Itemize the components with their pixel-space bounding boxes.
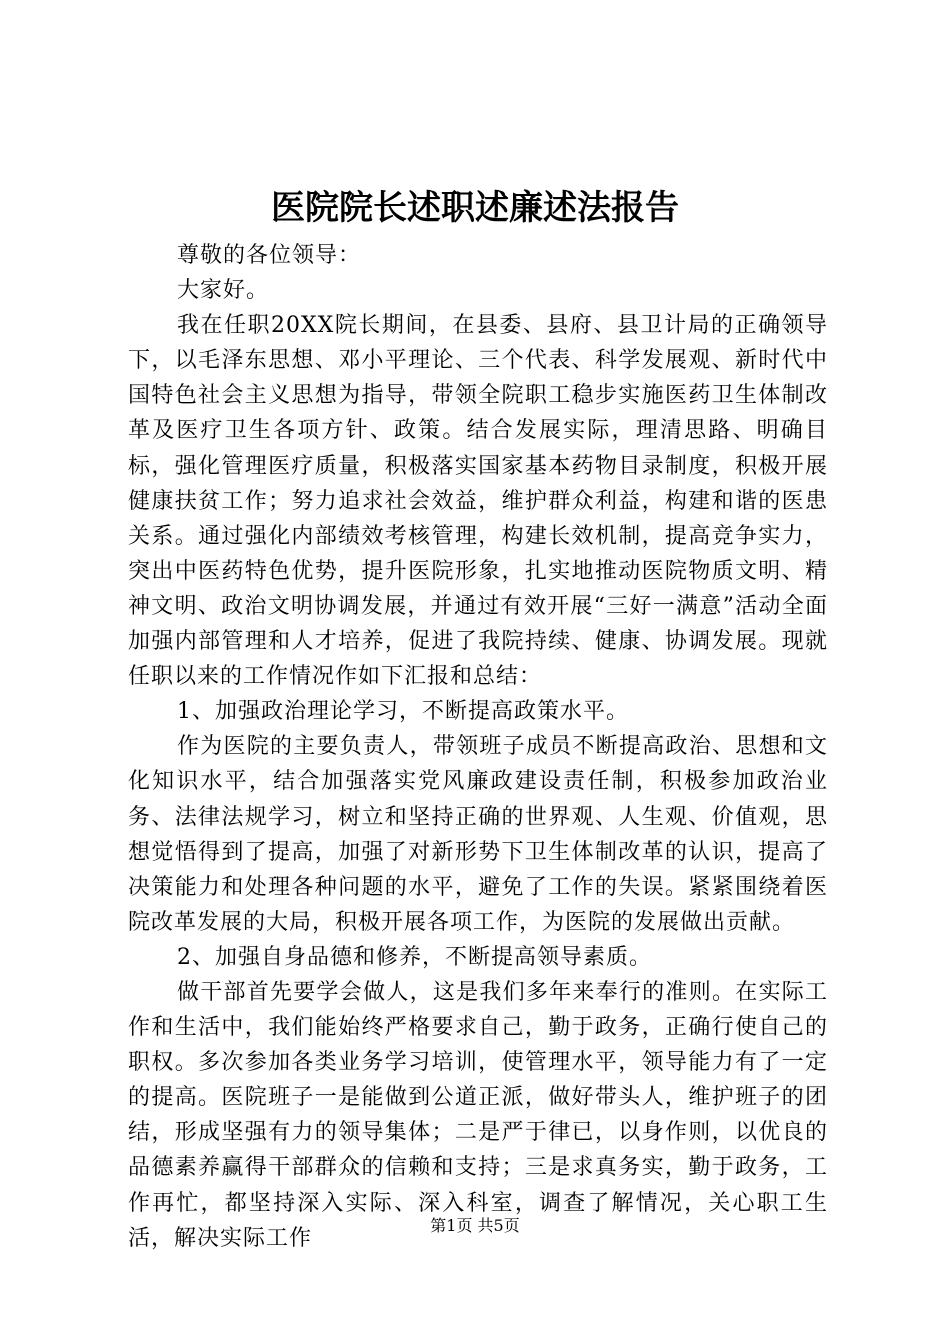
- document-title: 医院院长述职述廉述法报告: [271, 188, 679, 228]
- page-number: 第1页 共5页: [430, 1216, 520, 1235]
- section-heading-2: 2、加强自身品德和修养，不断提高领导素质。: [177, 944, 652, 970]
- section-heading-1: 1、加强政治理论学习，不断提高政策水平。: [177, 699, 629, 725]
- salutation: 尊敬的各位领导：: [177, 243, 362, 268]
- paragraph-section-2: 做干部首先要学会做人，这是我们多年来奉行的准则。在实际工作和生活中，我们能始终严格要求自己，勤于政务，正确行使自己的职权。多次参加各类业务学习培训，使管理水平，领导能力有了一定的提高。医院班子一是能做到公道正派，做好带头人，维护班子的团结，形成坚强有力的领导集体；二是严于律已，以身作则，以优良的品德素养赢得干部群众的信赖和支持；三是求真务实，勤于政务，工作再忙，都坚持深入实际、深入科室，调查了解情况，关心职工生活，解决实际工作: [128, 979, 828, 1251]
- document-body: [128, 238, 828, 1256]
- page-footer: [0, 1214, 950, 1238]
- greeting: 大家好。: [177, 278, 270, 304]
- paragraph-intro: 我在任职20XX院长期间，在县委、县府、县卫计局的正确领导下，以毛泽东思想、邓小平理论、三个代表、科学发展观、新时代中国特色社会主义思想为指导，带领全院职工稳步实施医药卫生体制改革及医疗卫生各项方针、政策。结合发展实际，理清思路、明确目标，强化管理医疗质量，积极落实国家基本药物目录制度，积极开展健康扶贫工作；努力追求社会效益，维护群众利益，构建和谐的医患关系。通过强化内部绩效考核管理，构建长效机制，提高竞争实力，突出中医药特色优势，提升医院形象，扎实地推动医院物质文明、精神文明、政治文明协调发展，并通过有效开展“三好一满意”活动全面加强内部管理和人才培养，促进了我院持续、健康、协调发展。现就任职以来的工作情况作如下汇报和总结：: [128, 313, 828, 690]
- paragraph-section-1: 作为医院的主要负责人，带领班子成员不断提高政治、思想和文化知识水平，结合加强落实党风廉政建设责任制，积极参加政治业务、法律法规学习，树立和坚持正确的世界观、人生观、价值观，思想觉悟得到了提高，加强了对新形势下卫生体制改革的认识，提高了决策能力和处理各种问题的水平，避免了工作的失误。紧紧围绕着医院改革发展的大局，积极开展各项工作，为医院的发展做出贡献。: [128, 734, 828, 935]
